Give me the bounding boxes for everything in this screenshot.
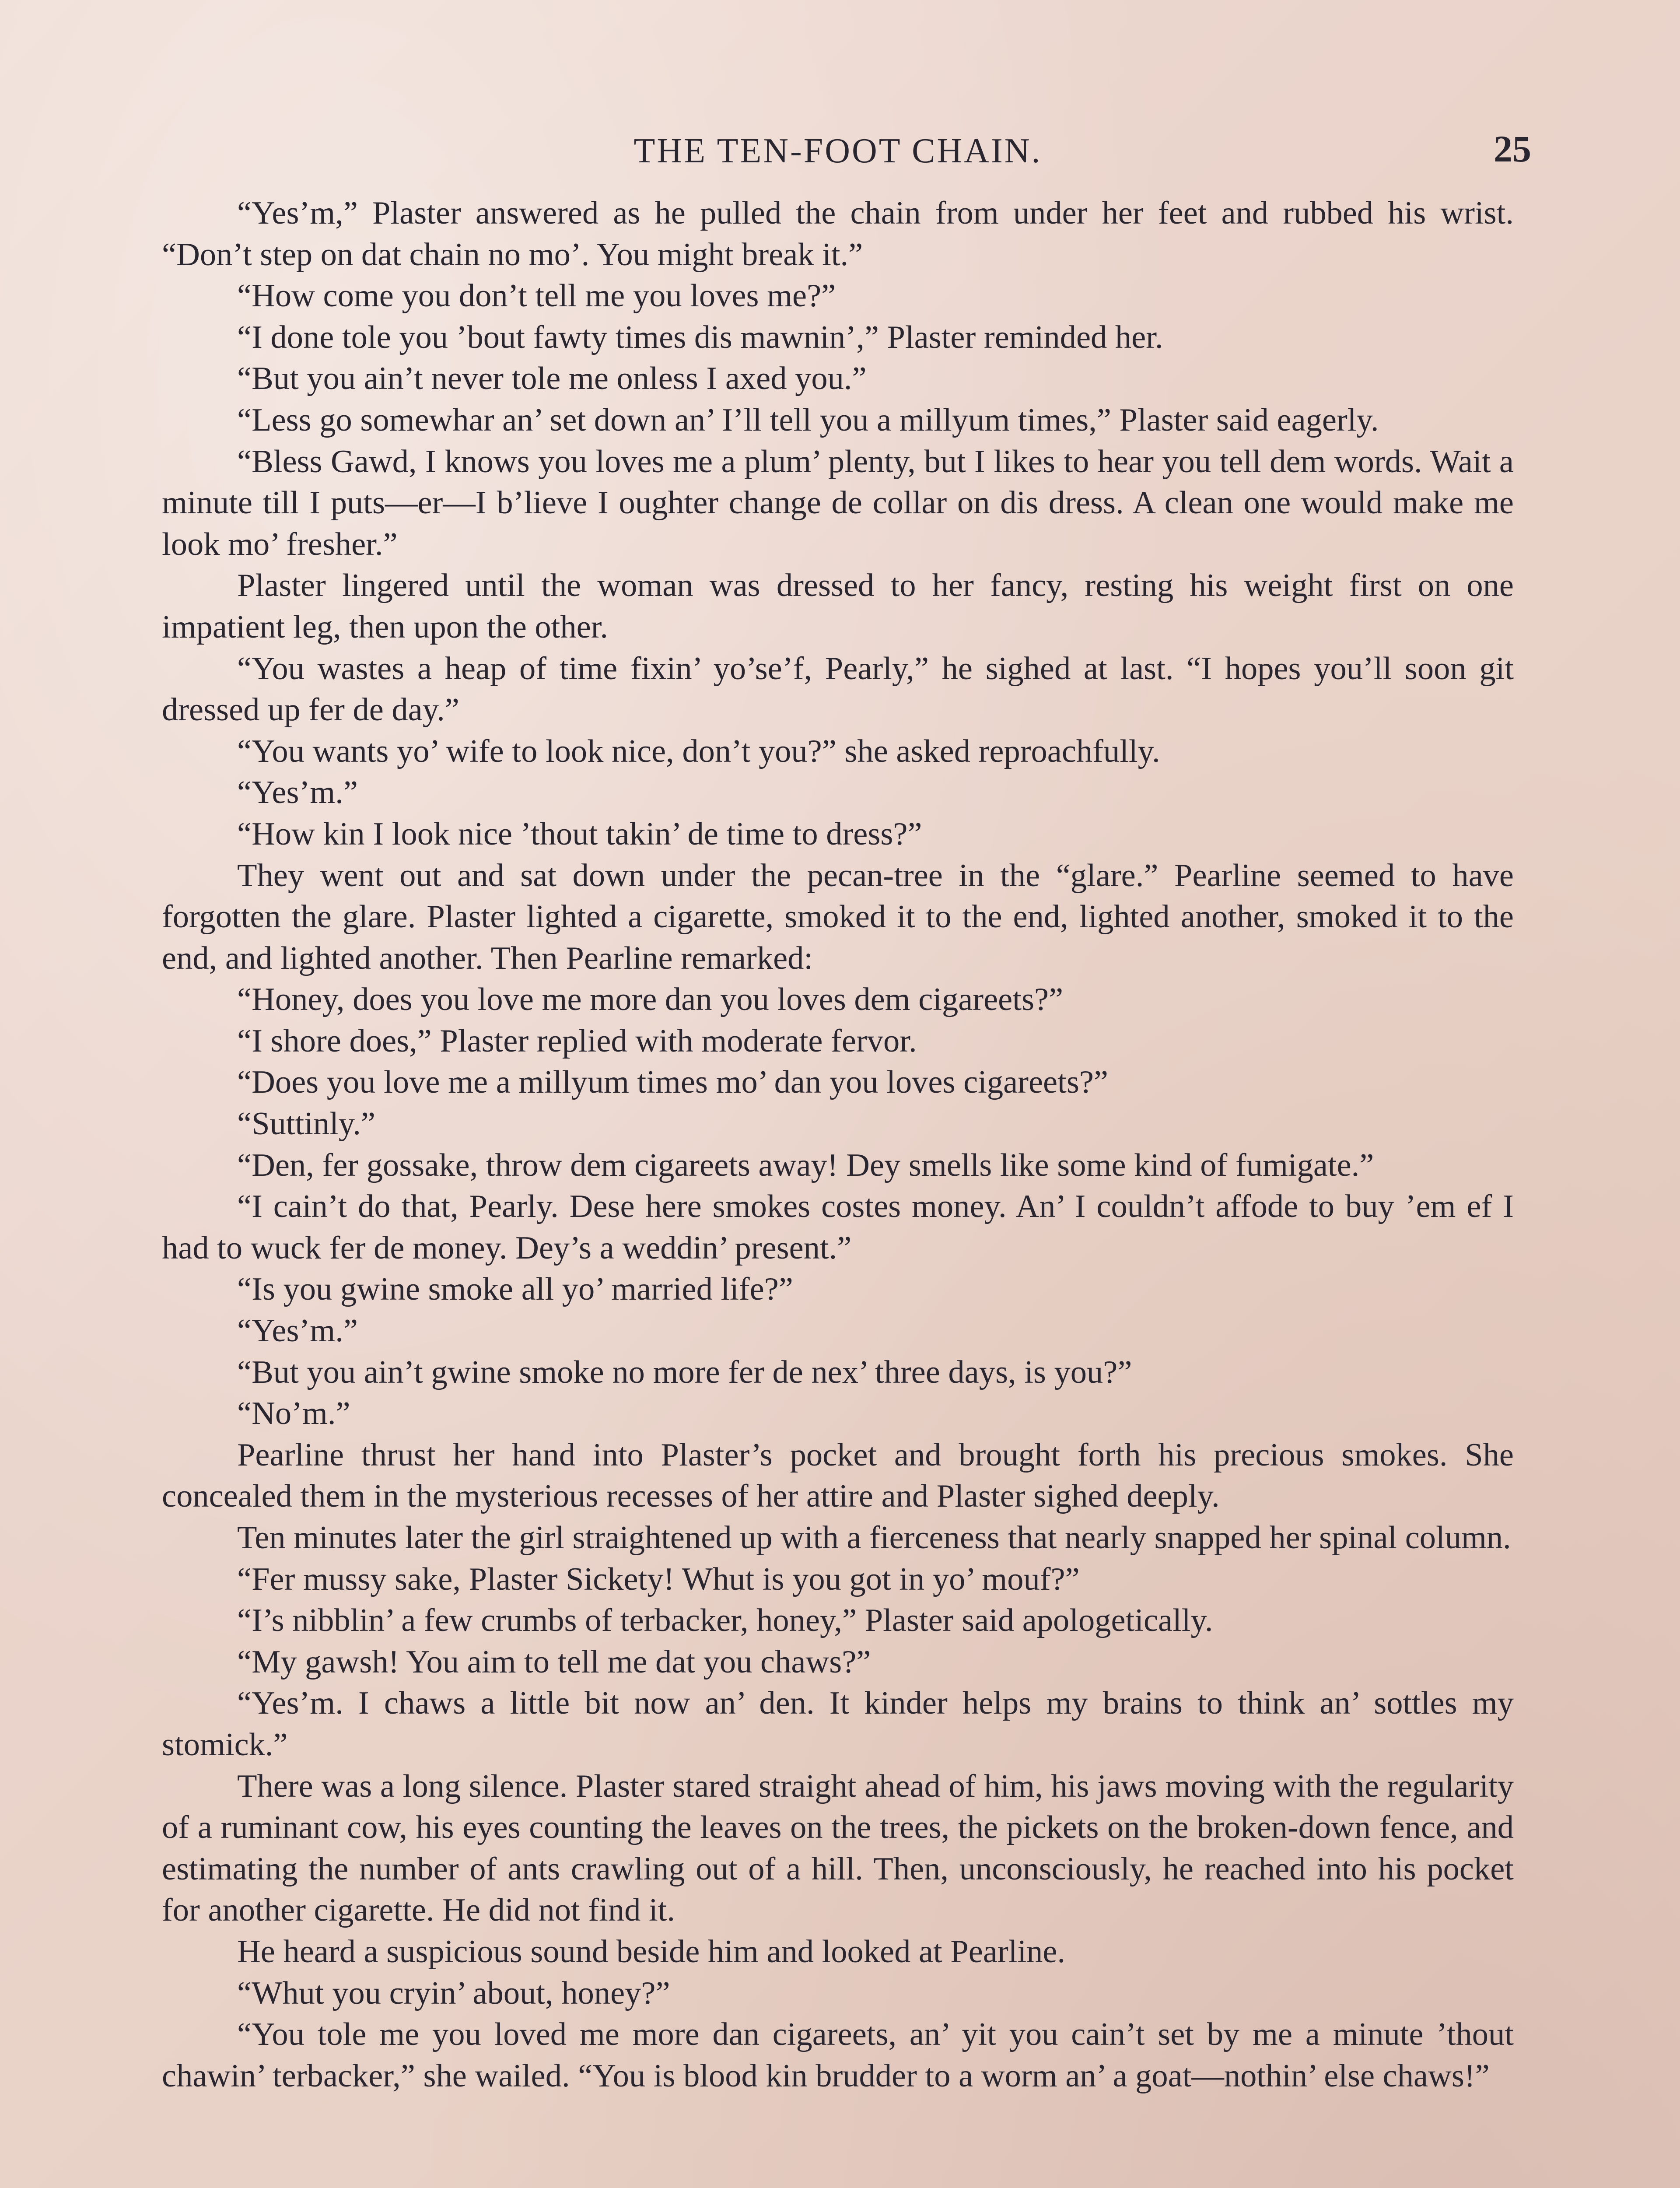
paragraph: “Honey, does you love me more dan you loves dem cigareets?” — [237, 982, 1064, 1018]
page-header — [162, 123, 1531, 184]
paragraph: Pearline thrust her hand into Plaster’s pocket and brought forth his precious smokes. She concealed them in the mysterious recesses of her attire and Plaster sighed deeply. — [162, 1437, 1514, 1515]
paragraph: “Yes’m,” Plaster answered as he pulled the chain from under her feet and rubbed his wrist. “Don’t step on dat chain no mo’. You might break it.” — [162, 195, 1514, 273]
paragraph: He heard a suspicious sound beside him and looked at Pearline. — [237, 1933, 1066, 1970]
paragraph: “Bless Gawd, I knows you loves me a plum’ plenty, but I likes to hear you tell dem words. Wait a minute till I puts—er—I b’lieve I oughter change de collar on dis dress. A clean one would make me look mo’ fresher.” — [162, 443, 1514, 562]
paragraph: “Is you gwine smoke all yo’ married life?” — [237, 1271, 793, 1308]
body-text — [162, 193, 1514, 2097]
paragraph: “Suttinly.” — [237, 1106, 375, 1142]
paragraph: There was a long silence. Plaster stared straight ahead of him, his jaws moving with the regularity of a ruminant cow, his eyes counting the leaves on the trees, the pickets on the broken-down fence, and estimating the number of ants crawling out of a hill. Then, unconsciously, he reached into his pocket for another cigarette. He did not find it. — [162, 1768, 1514, 1929]
running-title: THE TEN-FOOT CHAIN. — [634, 132, 1042, 170]
paragraph: Plaster lingered until the woman was dressed to her fancy, resting his weight first on one impatient leg, then upon the other. — [162, 568, 1514, 645]
paragraph: “I shore does,” Plaster replied with moderate fervor. — [237, 1023, 917, 1059]
paragraph: “Den, fer gossake, throw dem cigareets away! Dey smells like some kind of fumigate.” — [237, 1147, 1374, 1183]
paragraph: Ten minutes later the girl straightened up with a fierceness that nearly snapped her spinal column. — [237, 1520, 1511, 1556]
paragraph: “Yes’m. I chaws a little bit now an’ den. It kinder helps my brains to think an’ sottles my stomick.” — [162, 1685, 1514, 1763]
paragraph: “Yes’m.” — [237, 1313, 358, 1349]
paragraph: They went out and sat down under the pecan-tree in the “glare.” Pearline seemed to have forgotten the glare. Plaster lighted a cigarette, smoked it to the end, lighted another, smoked it to the end, and lighted another. Then Pearline remarked: — [162, 857, 1514, 976]
paragraph: “But you ain’t gwine smoke no more fer de nex’ three days, is you?” — [237, 1354, 1132, 1390]
paragraph: “Whut you cryin’ about, honey?” — [237, 1975, 670, 2011]
paragraph: “I’s nibblin’ a few crumbs of terbacker, honey,” Plaster said apologetically. — [237, 1602, 1213, 1639]
paragraph: “I cain’t do that, Pearly. Dese here smokes costes money. An’ I couldn’t affode to buy ’em ef I had to wuck fer de money. Dey’s a weddin’ present.” — [162, 1189, 1514, 1266]
paragraph: “How kin I look nice ’thout takin’ de time to dress?” — [237, 816, 922, 852]
paragraph: “You tole me you loved me more dan cigareets, an’ yit you cain’t set by me a minute ’thout chawin’ terbacker,” she wailed. “You is blood kin brudder to a worm an’ a goat—nothin’ else chaws!” — [162, 2016, 1514, 2094]
paragraph: “Yes’m.” — [237, 775, 358, 811]
book-page — [162, 123, 1531, 2188]
paragraph: “I done tole you ’bout fawty times dis mawnin’,” Plaster reminded her. — [237, 319, 1163, 355]
paragraph: “You wastes a heap of time fixin’ yo’se’f, Pearly,” he sighed at last. “I hopes you’ll soon git dressed up fer de day.” — [162, 650, 1514, 728]
paragraph: “My gawsh! You aim to tell me dat you chaws?” — [237, 1644, 871, 1680]
paragraph: “Fer mussy sake, Plaster Sickety! Whut is you got in yo’ mouf?” — [237, 1561, 1080, 1597]
paragraph: “But you ain’t never tole me onless I axed you.” — [237, 361, 867, 397]
paragraph: “How come you don’t tell me you loves me?” — [237, 278, 836, 314]
paragraph: “You wants yo’ wife to look nice, don’t you?” she asked reproachfully. — [237, 733, 1160, 769]
page-number: 25 — [1494, 128, 1531, 170]
paragraph: “Does you love me a millyum times mo’ dan you loves cigareets?” — [237, 1064, 1108, 1101]
paragraph: “No’m.” — [237, 1396, 350, 1432]
paragraph: “Less go somewhar an’ set down an’ I’ll tell you a millyum times,” Plaster said eagerly. — [237, 402, 1379, 438]
